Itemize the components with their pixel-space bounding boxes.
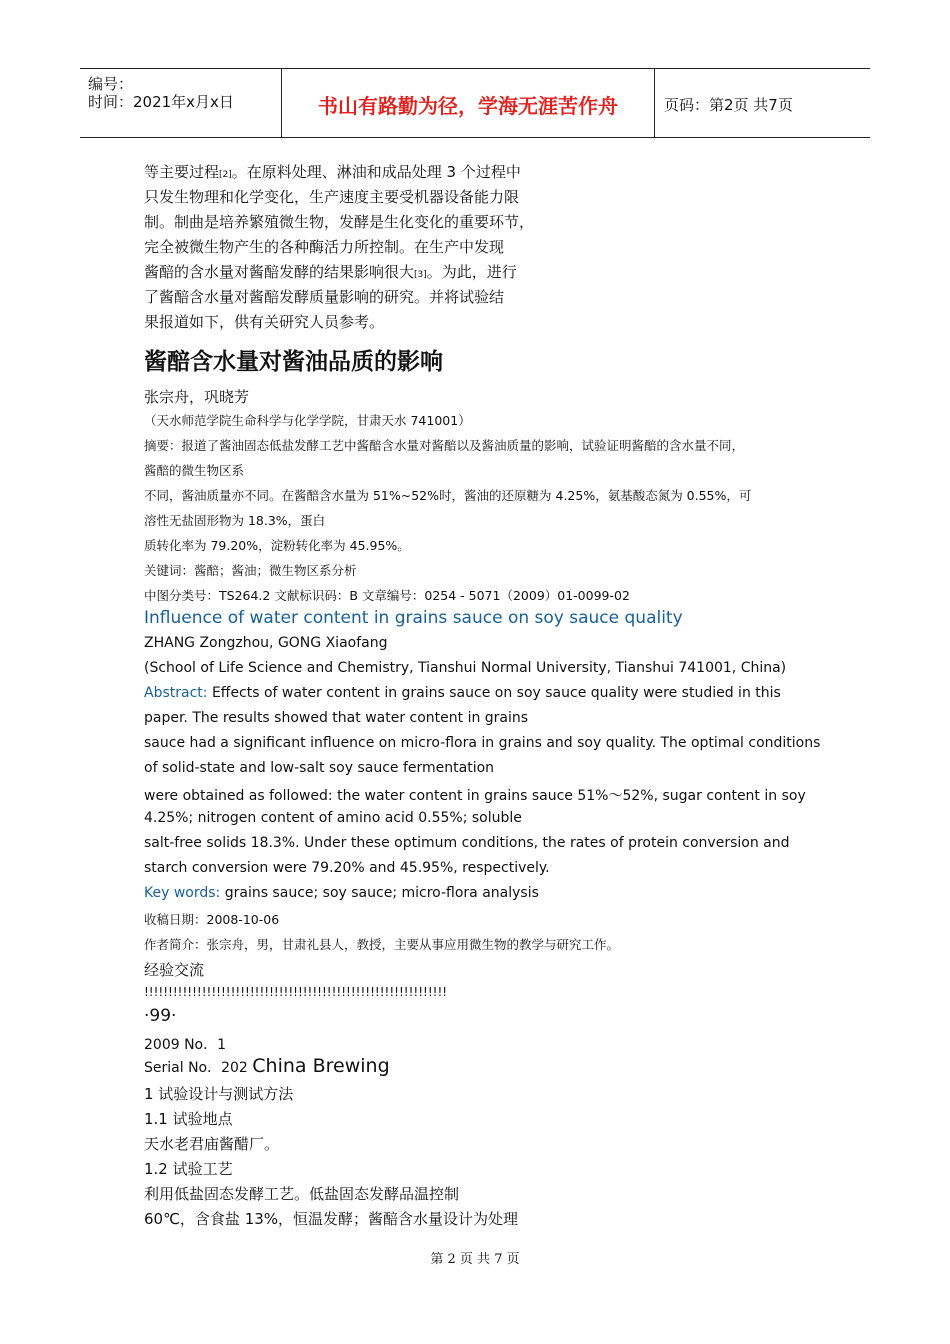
intro-text: 等主要过程 — [144, 163, 220, 181]
abstract-en-6: 4.25%; nitrogen content of amino acid 0.55%; soluble — [144, 810, 522, 826]
page-info: 页码：第2页 共7页 — [664, 96, 793, 114]
abstract-en-3: sauce had a significant influence on micro-flora in grains and soy quality. The optimal conditions — [144, 735, 821, 751]
section-1-2-heading: 1.2 试验工艺 — [144, 1160, 233, 1178]
article-title-cn: 酱醅含水量对酱油品质的影响 — [144, 349, 443, 375]
section-1-1-heading: 1.1 试验地点 — [144, 1110, 233, 1128]
issue-line: 2009 No．1 — [144, 1037, 227, 1053]
intro-text: 。为此，进行 — [426, 263, 517, 281]
citation-3: [3] — [414, 270, 427, 280]
received-date: 收稿日期：2008-10-06 — [144, 912, 280, 927]
serial-number: Serial No．202 — [144, 1060, 253, 1076]
abstract-en-8: starch conversion were 79.20% and 45.95%, respectively. — [144, 860, 550, 876]
article-title-en: Influence of water content in grains sauce on soy sauce quality — [144, 608, 683, 628]
affiliation-cn: （天水师范学院生命科学与化学学院，甘肃天水 741001） — [144, 413, 471, 428]
intro-line-6: 了酱醅含水量对酱醅发酵质量影响的研究。并将试验结 — [144, 288, 505, 306]
intro-line-5 — [144, 261, 517, 282]
keywords-en — [144, 885, 539, 901]
section-1-2-text-2: 60℃，含食盐 13%，恒温发酵；酱醅含水量设计为处理 — [144, 1210, 519, 1228]
page-footer: 第 2 页 共 7 页 — [430, 1252, 520, 1267]
section-1-heading: 1 试验设计与测试方法 — [144, 1085, 294, 1103]
author-bio: 作者简介：张宗舟，男，甘肃礼县人，教授，主要从事应用微生物的教学与研究工作。 — [144, 937, 620, 952]
section-tag: 经验交流 — [144, 961, 205, 979]
abstract-label: Abstract: — [144, 685, 208, 701]
abstract-text: Effects of water content in grains sauce on soy sauce quality were studied in this — [207, 685, 781, 701]
intro-line-7: 果报道如下，供有关研究人员参考。 — [144, 313, 385, 331]
intro-line-4: 完全被微生物产生的各种酶活力所控制。在生产中发现 — [144, 238, 505, 256]
abstract-cn-5: 质转化率为 79.20%，淀粉转化率为 45.95%。 — [144, 538, 410, 553]
intro-line-1 — [144, 161, 521, 182]
time-label: 时间：2021年x月x日 — [88, 93, 234, 111]
abstract-cn-1: 摘要：报道了酱油固态低盐发酵工艺中酱醅含水量对酱醅以及酱油质量的影响，试验证明酱醅的含水量不同， — [144, 438, 745, 453]
abstract-en-5: were obtained as followed: the water content in grains sauce 51%～52%, sugar content in soy — [144, 788, 806, 804]
journal-page-number: ·99· — [144, 1006, 177, 1026]
keywords-text: grains sauce; soy sauce; micro-flora analysis — [220, 885, 539, 901]
authors-cn: 张宗舟，巩晓芳 — [144, 388, 250, 406]
number-label: 编号： — [88, 75, 134, 93]
abstract-en-1 — [144, 685, 781, 701]
header-left-cell — [80, 69, 282, 137]
citation-2: [2] — [219, 170, 232, 180]
section-1-1-text: 天水老君庙酱醋厂。 — [144, 1135, 280, 1153]
affiliation-en: (School of Life Science and Chemistry, Tianshui Normal University, Tianshui 741001, China) — [144, 660, 787, 676]
abstract-cn-4: 溶性无盐固形物为 18.3%，蛋白 — [144, 513, 326, 528]
page-header — [80, 68, 870, 138]
keywords-label: Key words: — [144, 885, 221, 901]
abstract-cn-3: 不同，酱油质量亦不同。在酱醅含水量为 51%~52%时，酱油的还原糖为 4.25%，氨基酸态氮为 0.55%，可 — [144, 488, 752, 503]
separator-line: !!!!!!!!!!!!!!!!!!!!!!!!!!!!!!!!!!!!!!!!!!!!!!!!!!!!!!!!!!!!!!! — [144, 985, 448, 999]
intro-text: 。在原料处理、淋油和成品处理 3 个过程中 — [231, 163, 521, 181]
serial-line — [144, 1055, 390, 1077]
abstract-cn-2: 酱醅的微生物区系 — [144, 463, 245, 478]
authors-en: ZHANG Zongzhou, GONG Xiaofang — [144, 635, 388, 651]
header-right-cell — [655, 69, 870, 137]
journal-name: China Brewing — [252, 1055, 390, 1077]
section-1-2-text-1: 利用低盐固态发酵工艺。低盐固态发酵品温控制 — [144, 1185, 460, 1203]
motto: 书山有路勤为径，学海无涯苦作舟 — [318, 94, 618, 118]
header-middle-cell — [282, 69, 655, 137]
intro-line-2: 只发生物理和化学变化，生产速度主要受机器设备能力限 — [144, 188, 520, 206]
abstract-en-7: salt-free solids 18.3%. Under these optimum conditions, the rates of protein conversion and — [144, 835, 790, 851]
intro-line-3: 制。制曲是培养繁殖微生物，发酵是生化变化的重要环节， — [144, 213, 535, 231]
abstract-en-4: of solid-state and low-salt soy sauce fermentation — [144, 760, 495, 776]
keywords-cn: 关键词：酱醅；酱油；微生物区系分析 — [144, 563, 357, 578]
intro-text: 酱醅的含水量对酱醅发酵的结果影响很大 — [144, 263, 415, 281]
abstract-en-2: paper. The results showed that water content in grains — [144, 710, 529, 726]
classification-line: 中图分类号：TS264.2 文献标识码：B 文章编号：0254 - 5071（2009）01-0099-02 — [144, 588, 630, 603]
